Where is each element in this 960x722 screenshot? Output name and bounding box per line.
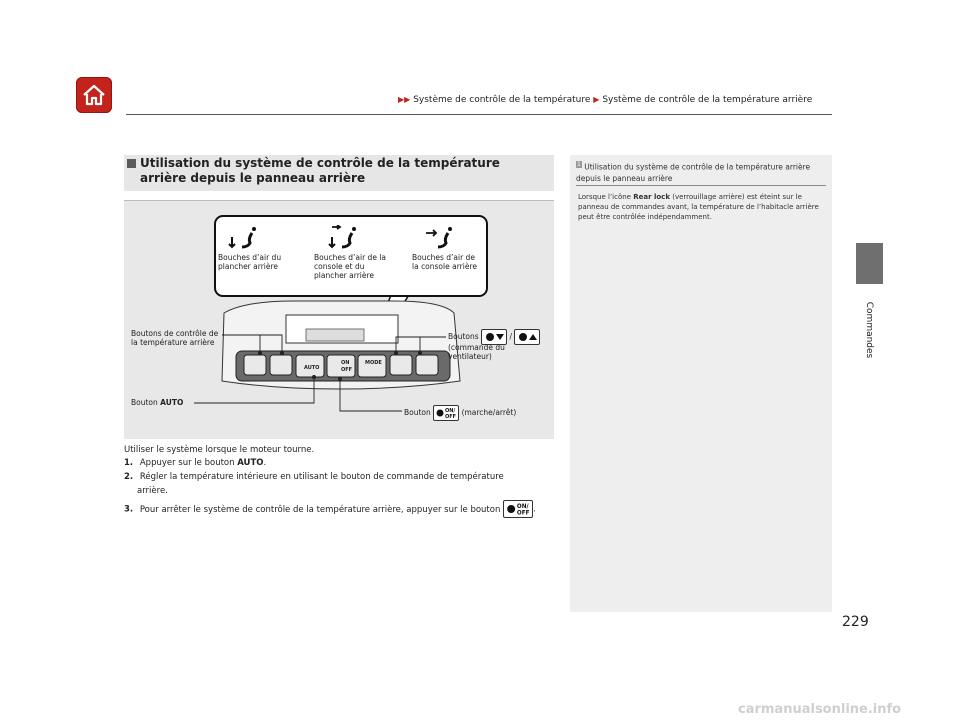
watermark: carmanualsonline.info: [738, 702, 902, 717]
breadcrumb-item[interactable]: Système de contrôle de la température arrière: [602, 95, 813, 105]
fan-buttons-separator: /: [509, 332, 512, 341]
note-heading-text: Utilisation du système de contrôle de la température arrière depuis le panneau arrière: [576, 162, 811, 183]
svg-text:ON/: ON/: [516, 503, 529, 510]
chapter-label: Commandes: [864, 301, 874, 359]
heading-square-icon: [127, 159, 136, 168]
vent-icon: [424, 225, 454, 249]
onoff-button-prefix: Bouton: [404, 408, 431, 417]
vent-icon: [328, 225, 358, 249]
home-button[interactable]: [76, 77, 112, 113]
note-ref: 1: [577, 161, 581, 168]
header-rule: [126, 114, 832, 115]
step-number: 3.: [124, 504, 134, 515]
intro-text: Utiliser le système lorsque le moteur tourne.: [124, 445, 315, 455]
fan-up-icon: [515, 330, 539, 344]
control-panel-figure: [124, 200, 554, 439]
onoff-button-symbol: [433, 405, 459, 421]
onoff-button-label: [404, 405, 516, 421]
note-bold: Rear lock: [633, 193, 670, 201]
section-heading: [124, 155, 554, 191]
sidebar-note: [570, 155, 832, 612]
step-text: Pour arrêter le système de contrôle de la température arrière, appuyer sur le bouton: [139, 504, 501, 515]
step-1: [124, 458, 266, 469]
panel-off-label: OFF: [341, 367, 353, 373]
note-text: (verrouillage arrière) est éteint sur le panneau de commandes avant, la température de l’habitacle arrière peut être contrôlée indépendamment.: [578, 193, 819, 221]
vent-label-console: Bouches d’air de la console arrière: [412, 253, 477, 271]
vent-mode-callout: [214, 215, 488, 297]
panel-on-label: ON: [341, 360, 350, 366]
onoff-icon: [434, 406, 458, 420]
svg-text:OFF: OFF: [445, 414, 457, 420]
onoff-icon: [504, 501, 532, 517]
onoff-button-suffix: (marche/arrêt): [461, 408, 517, 417]
breadcrumb: [398, 95, 812, 105]
page-number: 229: [842, 614, 869, 630]
step-number: 2.: [124, 472, 134, 482]
breadcrumb-arrow-icon: ▶▶: [398, 95, 411, 104]
step-number: 1.: [124, 458, 134, 468]
step-2: [124, 472, 504, 483]
breadcrumb-item[interactable]: Système de contrôle de la température: [413, 95, 591, 105]
step-3: [124, 500, 536, 518]
vent-label-floor: Bouches d’air du plancher arrière: [218, 253, 282, 271]
auto-button-name: AUTO: [160, 398, 184, 407]
temp-buttons-label: Boutons de contrôle de la température arrière: [131, 329, 219, 347]
fan-buttons-prefix: Boutons: [448, 332, 479, 341]
note-body: [578, 192, 826, 222]
auto-button-prefix: Bouton: [131, 398, 158, 407]
step-text: .: [533, 504, 536, 515]
auto-button-label: [131, 398, 183, 407]
step-bold: AUTO: [237, 458, 264, 468]
vent-icon: [228, 225, 258, 249]
chapter-tab[interactable]: [856, 243, 883, 284]
fan-buttons-suffix: (commande du ventilateur): [448, 343, 505, 361]
svg-text:ON/: ON/: [445, 408, 456, 414]
home-icon: [81, 82, 107, 108]
step-text: Régler la température intérieure en utilisant le bouton de commande de température: [139, 472, 504, 482]
step-text: Appuyer sur le bouton: [139, 458, 238, 468]
panel-mode-label: MODE: [365, 360, 382, 366]
svg-text:OFF: OFF: [516, 510, 530, 517]
fan-down-icon: [482, 330, 506, 344]
section-title: Utilisation du système de contrôle de la température arrière depuis le panneau arrière: [140, 156, 500, 185]
vent-label-console-floor: Bouches d’air de la console et du plancher arrière: [314, 253, 387, 280]
step-text: .: [263, 458, 267, 468]
note-heading: [576, 159, 826, 184]
step-2-cont: arrière.: [137, 486, 168, 496]
onoff-button-symbol: [503, 500, 533, 518]
breadcrumb-arrow-icon: ▶: [593, 95, 600, 104]
note-rule: [576, 185, 826, 186]
note-text: Lorsque l’icône: [578, 193, 634, 201]
panel-auto-label: AUTO: [304, 365, 320, 371]
